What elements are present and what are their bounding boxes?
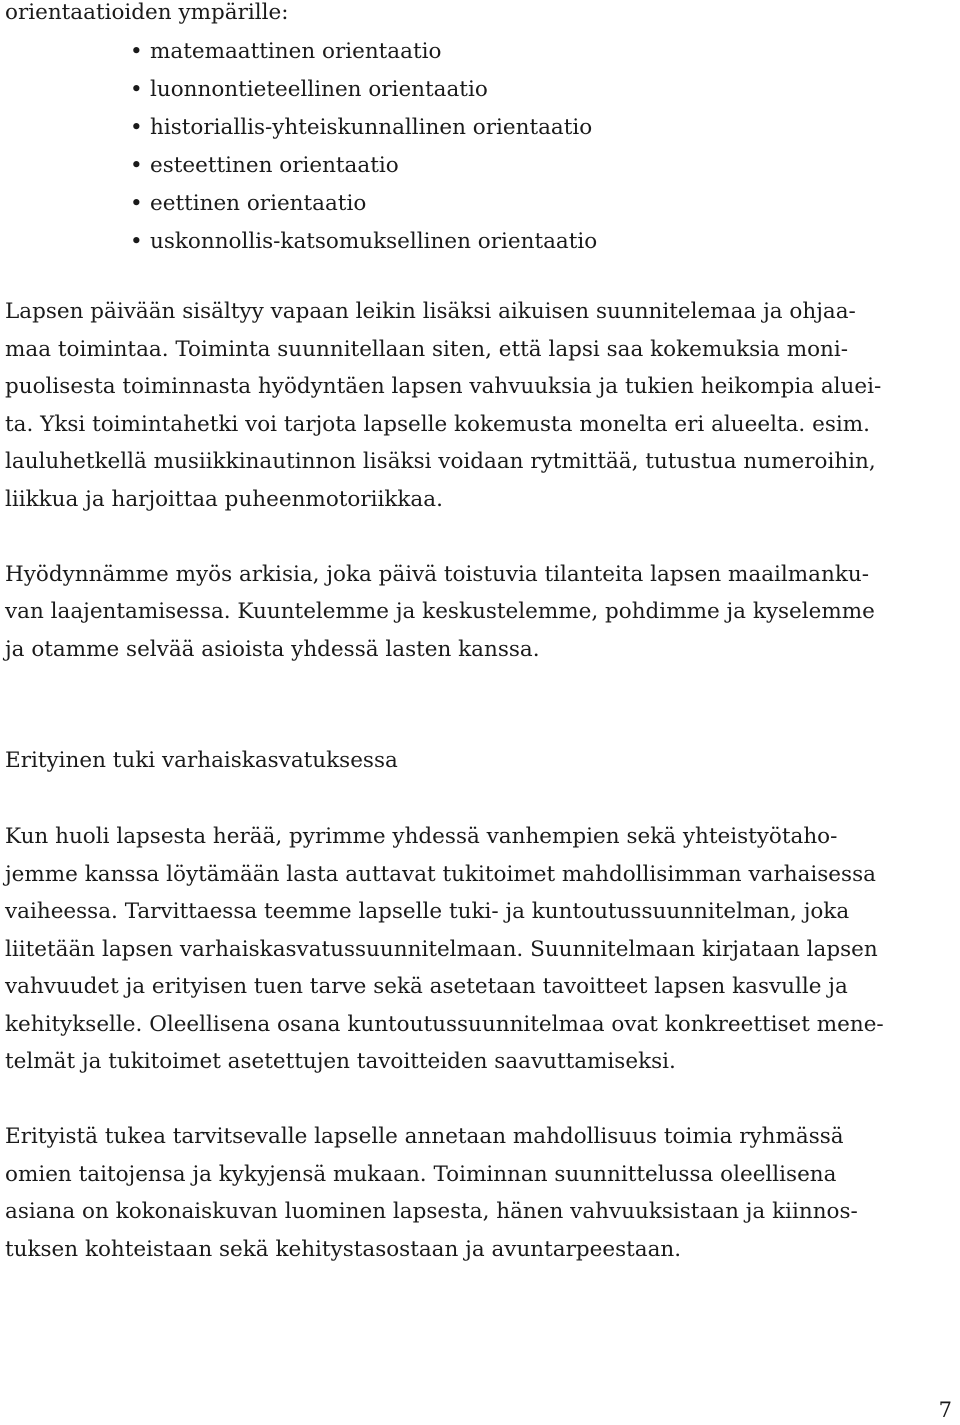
- list-item: [130, 223, 597, 261]
- bullet-icon: •: [130, 39, 143, 64]
- paragraph-1-line: maa toimintaa. Toiminta suunnitellaan siten, että lapsi saa kokemuksia moni-: [5, 337, 849, 362]
- list-item-text: luonnontieteellinen orientaatio: [150, 77, 488, 102]
- list-item: [130, 71, 597, 109]
- paragraph-1-line: lauluhetkellä musiikkinautinnon lisäksi voidaan rytmittää, tutustua numeroihin,: [5, 449, 876, 474]
- paragraph-1-line: puolisesta toiminnasta hyödyntäen lapsen vahvuuksia ja tukien heikompia aluei-: [5, 374, 882, 399]
- paragraph-4-line: Erityistä tukea tarvitsevalle lapselle annetaan mahdollisuus toimia ryhmässä: [5, 1124, 844, 1149]
- list-item-text: eettinen orientaatio: [150, 191, 367, 216]
- paragraph-2-line: Hyödynnämme myös arkisia, joka päivä toistuvia tilanteita lapsen maailmanku-: [5, 562, 869, 587]
- bullet-icon: •: [130, 115, 143, 140]
- paragraph-2-line: van laajentamisessa. Kuuntelemme ja keskustelemme, pohdimme ja kyselemme: [5, 599, 875, 624]
- paragraph-3-line: Kun huoli lapsesta herää, pyrimme yhdessä vanhempien sekä yhteistyötaho-: [5, 824, 838, 849]
- list-item-text: uskonnollis-katsomuksellinen orientaatio: [150, 229, 598, 254]
- bullet-icon: •: [130, 77, 143, 102]
- paragraph-4-line: asiana on kokonaiskuvan luominen lapsesta, hänen vahvuuksistaan ja kiinnos-: [5, 1199, 858, 1224]
- bullet-icon: •: [130, 191, 143, 216]
- paragraph-3-line: vaiheessa. Tarvittaessa teemme lapselle tuki- ja kuntoutussuunnitelman, joka: [5, 899, 850, 924]
- paragraph-3-line: liitetään lapsen varhaiskasvatussuunnitelmaan. Suunnitelmaan kirjataan lapsen: [5, 937, 878, 962]
- list-item-text: matemaattinen orientaatio: [150, 39, 442, 64]
- intro-line: orientaatioiden ympärille:: [5, 0, 289, 25]
- paragraph-3-line: vahvuudet ja erityisen tuen tarve sekä asetetaan tavoitteet lapsen kasvulle ja: [5, 974, 848, 999]
- paragraph-4-line: tuksen kohteistaan sekä kehitystasostaan ja avuntarpeestaan.: [5, 1237, 682, 1262]
- list-item: [130, 33, 597, 71]
- paragraph-3-line: kehitykselle. Oleellisena osana kuntoutussuunnitelmaa ovat konkreettiset mene-: [5, 1012, 884, 1037]
- list-item: [130, 185, 597, 223]
- paragraph-3-line: telmät ja tukitoimet asetettujen tavoitteiden saavuttamiseksi.: [5, 1049, 676, 1074]
- section-heading: Erityinen tuki varhaiskasvatuksessa: [5, 748, 398, 773]
- paragraph-2-line: ja otamme selvää asioista yhdessä lasten kanssa.: [5, 637, 540, 662]
- page-number: 7: [938, 1398, 952, 1422]
- paragraph-3-line: jemme kanssa löytämään lasta auttavat tukitoimet mahdollisimman varhaisessa: [5, 862, 876, 887]
- list-item-text: esteettinen orientaatio: [150, 153, 399, 178]
- orientation-list: [130, 33, 597, 261]
- paragraph-1-line: Lapsen päivään sisältyy vapaan leikin lisäksi aikuisen suunnitelemaa ja ohjaa-: [5, 299, 856, 324]
- list-item: [130, 147, 597, 185]
- list-item: [130, 109, 597, 147]
- bullet-icon: •: [130, 153, 143, 178]
- paragraph-1-line: ta. Yksi toimintahetki voi tarjota lapselle kokemusta monelta eri alueelta. esim.: [5, 412, 870, 437]
- paragraph-1-line: liikkua ja harjoittaa puheenmotoriikkaa.: [5, 487, 443, 512]
- list-item-text: historiallis-yhteiskunnallinen orientaatio: [150, 115, 593, 140]
- paragraph-4-line: omien taitojensa ja kykyjensä mukaan. Toiminnan suunnittelussa oleellisena: [5, 1162, 837, 1187]
- bullet-icon: •: [130, 229, 143, 254]
